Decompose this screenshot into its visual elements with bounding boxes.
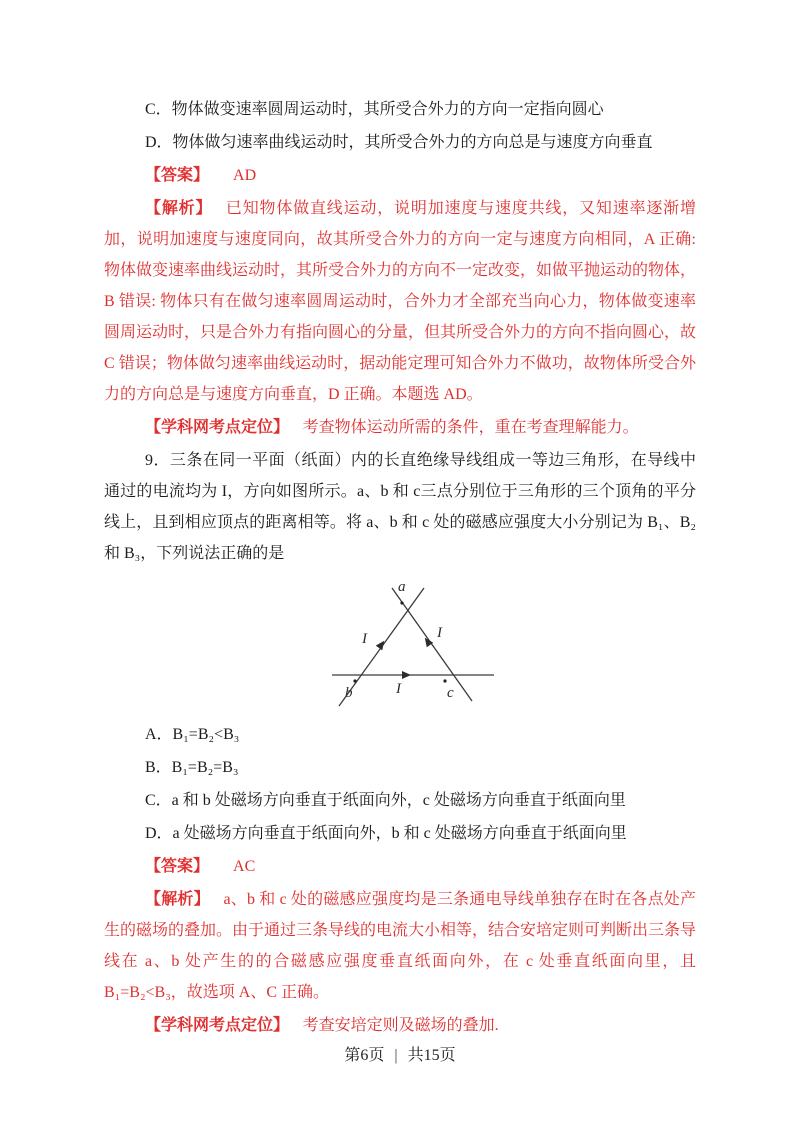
triangle-wires-diagram (324, 573, 504, 713)
q9-figure (104, 573, 696, 713)
footer-page-number: 第6页 (344, 1047, 385, 1064)
point-c-label: c (447, 685, 454, 701)
point-b-dot (353, 679, 356, 682)
q9-option-a: A．B₁=B₂<B₃ (145, 726, 240, 743)
q8-analysis (104, 193, 696, 410)
point-c-dot (443, 679, 446, 682)
q9-analysis-text: a、b 和 c 处的磁感应强度均是三条通电导线单独存在时在各点处产生的磁场的叠加。由于通过三条导线的电流大小相等，结合安培定则可判断出三条导线在 a、b 处产生的的合磁感应强度垂直纸面向外，在 c 处垂直纸面向里，且 B₁=B₂<B₃，故选项 A、C 正确。 (104, 891, 697, 1001)
q8-analysis-label: 【解析】 (145, 200, 213, 217)
right-wire (392, 588, 472, 701)
q8-answer-label: 【答案】 (145, 167, 210, 184)
q9-option-b: B．B₁=B₂=B₃ (145, 759, 239, 776)
left-current-label: I (362, 631, 367, 647)
q9-exam-point (104, 1010, 696, 1041)
bottom-current-arrow (402, 671, 411, 679)
q9-exam-point-text: 考查安培定则及磁场的叠加. (302, 1017, 499, 1034)
q8-option-d: D．物体做匀速率曲线运动时，其所受合外力的方向总是与速度方向垂直 (145, 134, 653, 151)
q8-option-c: C．物体做变速率圆周运动时，其所受合外力的方向一定指向圆心 (145, 101, 604, 118)
q8-exam-point (104, 412, 696, 443)
q9-option-d: D．a 处磁场方向垂直于纸面向外，b 和 c 处磁场方向垂直于纸面向里 (145, 825, 627, 842)
point-b-label: b (345, 685, 353, 701)
q8-exam-point-text: 考查物体运动所需的条件，重在考查理解能力。 (302, 419, 639, 436)
q9-analysis (104, 884, 696, 1008)
q9-answer-value: AC (233, 858, 256, 875)
q8-answer-value: AD (233, 167, 257, 184)
point-a-label: a (398, 579, 406, 595)
q9-option-c: C．a 和 b 处磁场方向垂直于纸面向外，c 处磁场方向垂直于纸面向里 (145, 792, 626, 809)
q9-answer-line (104, 851, 696, 882)
footer-total-pages: 共15页 (407, 1047, 456, 1064)
right-current-label: I (437, 625, 442, 641)
bottom-current-label: I (396, 681, 401, 697)
page-content (104, 94, 696, 1043)
q9-stem: 9．三条在同一平面（纸面）内的长直绝缘导线组成一等边三角形，在导线中通过的电流均为 I，方向如图所示。a、b 和 c三点分别位于三角形的三个顶角的平分线上，且到相应顶点的距离相等。将 a、b 和 c 处的磁感应强度大小分别记为 B₁、B₂ 和 B₃，下列说法正确的是 (104, 452, 696, 562)
q8-analysis-text: 已知物体做直线运动，说明加速度与速度共线，又知速率逐渐增加，说明加速度与速度同向，故其所受合外力的方向一定与速度方向相同，A 正确: 物体做变速率曲线运动时，其所受合外力的方向不一定改变，如做平抛运动的物体，B 错误: 物体只有在做匀速率圆周运动时，合外力才全部充当向心力，物体做变速率圆周运动时，只是合外力有指向圆心的分量，但其所受合外力的方向不指向圆心，故 C 错误；物体做匀速率曲线运动时，据动能定理可知合外力不做功，故物体所受合外力的方向总是与速度方向垂直，D 正确。本题选 AD。 (104, 200, 697, 403)
page-footer (0, 1042, 800, 1065)
point-a-dot (400, 601, 403, 604)
q9-analysis-label: 【解析】 (145, 891, 210, 908)
footer-separator: | (394, 1047, 398, 1064)
q8-answer-line (104, 160, 696, 191)
q9-answer-label: 【答案】 (145, 858, 210, 875)
q8-exam-point-label: 【学科网考点定位】 (145, 419, 290, 436)
q9-exam-point-label: 【学科网考点定位】 (145, 1017, 290, 1034)
